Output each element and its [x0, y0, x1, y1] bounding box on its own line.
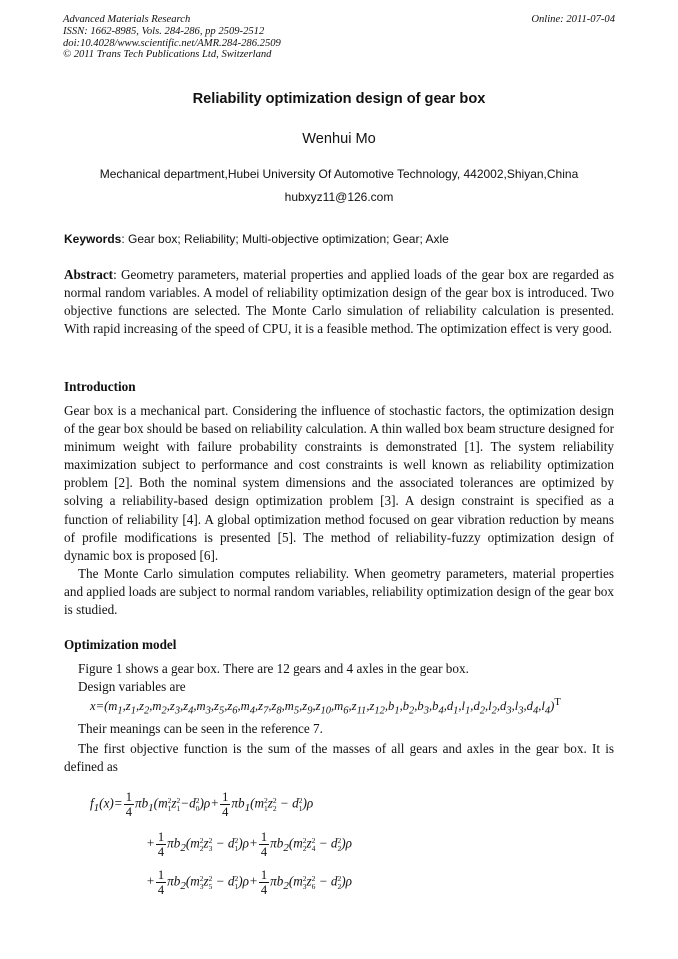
- optimization-model-heading: Optimization model: [64, 637, 177, 652]
- equation-line-1: $f_1(x)=$ $\frac{1}{4}$ $\pi b_1(m$ 2 1 z 2 1 −d 2 0 )ρ+ $\frac{1}{4}$ $\pi b_1(m$ 2 1 z 2 2 − d 2 1 )ρ: [90, 790, 314, 819]
- equation-line-3: + $\frac{1}{4}$ $\pi b_2(m$ 2 3 z 2 5 − d 2 1 )ρ+ $\frac{1}{4}$ $\pi b_2(m$ 2 3 z 2 6 − d 2 2 )ρ: [146, 868, 352, 897]
- design-variable-vector: $x=(m_1,z_1,z_2,m_2,z_3,z_4,m_3,z_5,z_6,m_4,z_7,z_8,m_5,z_9,z_{10},m_6,z_{11},z_{12},b_1,b_2,b_3,b_4,d_1,l_1,d_2,l_2,d_3,l_3,d_4,l_4)^T$: [90, 697, 561, 717]
- journal-name: Advanced Materials Research: [63, 14, 191, 25]
- keywords-label: Keywords: [64, 232, 122, 246]
- issn-line: ISSN: 1662-8985, Vols. 284-286, pp 2509-2512: [63, 25, 265, 37]
- doi-line: doi:10.4028/www.scientific.net/AMR.284-286.2509: [63, 37, 281, 49]
- copyright-line: © 2011 Trans Tech Publications Ltd, Switzerland: [63, 49, 272, 61]
- journal-header: [63, 14, 615, 61]
- abstract-text: : Geometry parameters, material properties and applied loads of the gear box are regarded as normal random variables. A model of reliability optimization design of the gear box is introduced. Two objective functions are selected. The Monte Carlo simulation of reliability calculation is presented. With rapid increasing of the speed of CPU, it is a feasible method. The optimization effect is very good.: [64, 267, 614, 337]
- equation-line-2: + $\frac{1}{4}$ $\pi b_2(m$ 2 2 z 2 3 − d 2 1 )ρ+ $\frac{1}{4}$ $\pi b_2(m$ 2 2 z 2 4 − d 2 2 )ρ: [146, 830, 352, 859]
- introduction-paragraph-2: The Monte Carlo simulation computes reliability. When geometry parameters, material properties and applied loads are subject to normal random variables, reliability optimization design of the gear box is studied.: [64, 566, 614, 618]
- model-line-reference: Their meanings can be seen in the reference 7.: [78, 721, 323, 736]
- online-date: Online: 2011-07-04: [531, 14, 615, 25]
- model-line-design-variables: Design variables are: [78, 679, 186, 694]
- paper-title: Reliability optimization design of gear box: [192, 91, 486, 107]
- objective-paragraph: The first objective function is the sum of the masses of all gears and axles in the gear box. It is defined as: [64, 741, 614, 775]
- introduction-heading: Introduction: [64, 379, 136, 394]
- keywords-text: : Gear box; Reliability; Multi-objective optimization; Gear; Axle: [121, 232, 449, 246]
- author-email[interactable]: hubxyz11@126.com: [284, 190, 394, 204]
- paper-author: Wenhui Mo: [302, 131, 376, 147]
- author-affiliation: Mechanical department,Hubei University Of Automotive Technology, 442002,Shiyan,China: [99, 167, 579, 181]
- keywords: [64, 232, 616, 246]
- model-line-figure: Figure 1 shows a gear box. There are 12 gears and 4 axles in the gear box.: [78, 661, 469, 676]
- abstract-label: Abstract: [64, 267, 114, 282]
- abstract: [64, 266, 614, 338]
- introduction-paragraph-1: Gear box is a mechanical part. Considering the influence of stochastic factors, the optimization design of the gear box should be based on reliability calculation. A thin walled box beam structure designed for minimum weight with failure probability constraints is demonstrated [1]. The system reliability maximization subject to performance and cost constraints is well known as reliability optimization problem [2]. Both the nominal system dimensions and the associated tolerances are optimized by solving a reliability-based design optimization problem [3]. A design constraint is specified as a function of reliability [4]. A global optimization method focused on gear vibration reduction by means of profile modifications is presented [5]. The method of reliability-fuzzy optimization design of dynamic box is proposed [6].: [64, 403, 614, 563]
